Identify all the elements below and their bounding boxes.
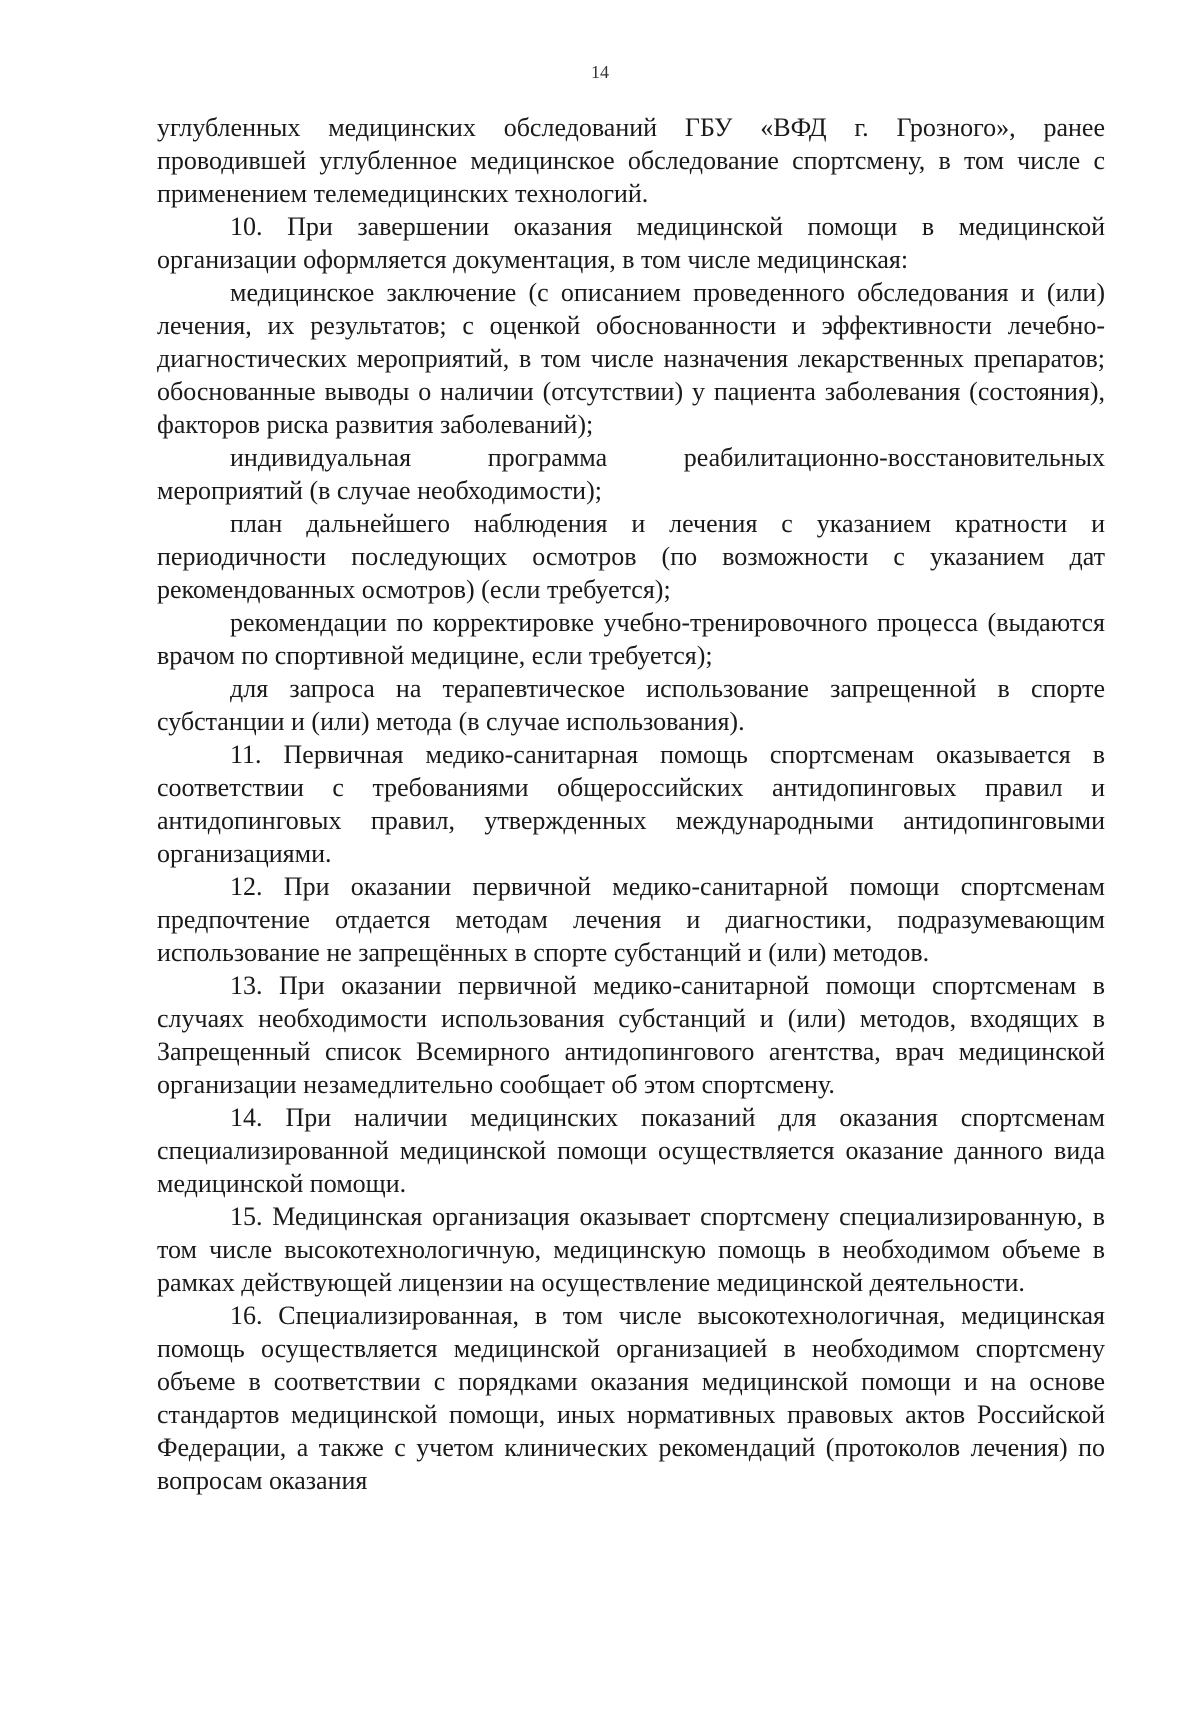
paragraph-11: 11. Первичная медико-санитарная помощь спортсменам оказывается в соответствии с требованиями общероссийских антидопинговых правил и антидопинговых правил, утвержденных международными антидопинговыми организациями. xyxy=(157,740,1105,868)
paragraph-16: 16. Специализированная, в том числе высокотехнологичная, медицинская помощь осуществляется медицинской организацией в необходимом спортсмену объеме в соответствии с порядками оказания медицинской помощи и на основе стандартов медицинской помощи, иных нормативных правовых актов Российской Федерации, а также с учетом клинических рекомендаций (протоколов лечения) по вопросам оказания xyxy=(157,1301,1105,1495)
page-number: 14 xyxy=(591,62,609,82)
paragraph-10-item-conclusion: медицинское заключение (с описанием проведенного обследования и (или) лечения, их результатов; с оценкой обоснованности и эффективности лечебно-диагностических мероприятий, в том числе назначения лекарственных препаратов; обоснованные выводы о наличии (отсутствии) у пациента заболевания (состояния), факторов риска развития заболеваний); xyxy=(157,278,1105,439)
paragraph-10-item-therapeutic-use: для запроса на терапевтическое использование запрещенной в спорте субстанции и (или) метода (в случае использования). xyxy=(157,674,1105,736)
paragraph-continuation: углубленных медицинских обследований ГБУ «ВФД г. Грозного», ранее проводившей углубленное медицинское обследование спортсмену, в том числе с применением телемедицинских технологий. xyxy=(157,113,1105,208)
paragraph-10-item-rehab-program: индивидуальная программа реабилитационно-восстановительных мероприятий (в случае необходимости); xyxy=(157,443,1105,505)
paragraph-10: 10. При завершении оказания медицинской помощи в медицинской организации оформляется документация, в том числе медицинская: xyxy=(157,212,1105,274)
document-body xyxy=(157,111,1105,1497)
paragraph-10-item-training-recommendations: рекомендации по корректировке учебно-тренировочного процесса (выдаются врачом по спортивной медицине, если требуется); xyxy=(157,608,1105,670)
paragraph-10-item-followup-plan: план дальнейшего наблюдения и лечения с указанием кратности и периодичности последующих осмотров (по возможности с указанием дат рекомендованных осмотров) (если требуется); xyxy=(157,509,1105,604)
paragraph-12: 12. При оказании первичной медико-санитарной помощи спортсменам предпочтение отдается методам лечения и диагностики, подразумевающим использование не запрещённых в спорте субстанций и (или) методов. xyxy=(157,872,1105,967)
paragraph-14: 14. При наличии медицинских показаний для оказания спортсменам специализированной медицинской помощи осуществляется оказание данного вида медицинской помощи. xyxy=(157,1103,1105,1198)
paragraph-13: 13. При оказании первичной медико-санитарной помощи спортсменам в случаях необходимости использования субстанций и (или) методов, входящих в Запрещенный список Всемирного антидопингового агентства, врач медицинской организации незамедлительно сообщает об этом спортсмену. xyxy=(157,971,1105,1099)
paragraph-15: 15. Медицинская организация оказывает спортсмену специализированную, в том числе высокотехнологичную, медицинскую помощь в необходимом объеме в рамках действующей лицензии на осуществление медицинской деятельности. xyxy=(157,1202,1105,1297)
